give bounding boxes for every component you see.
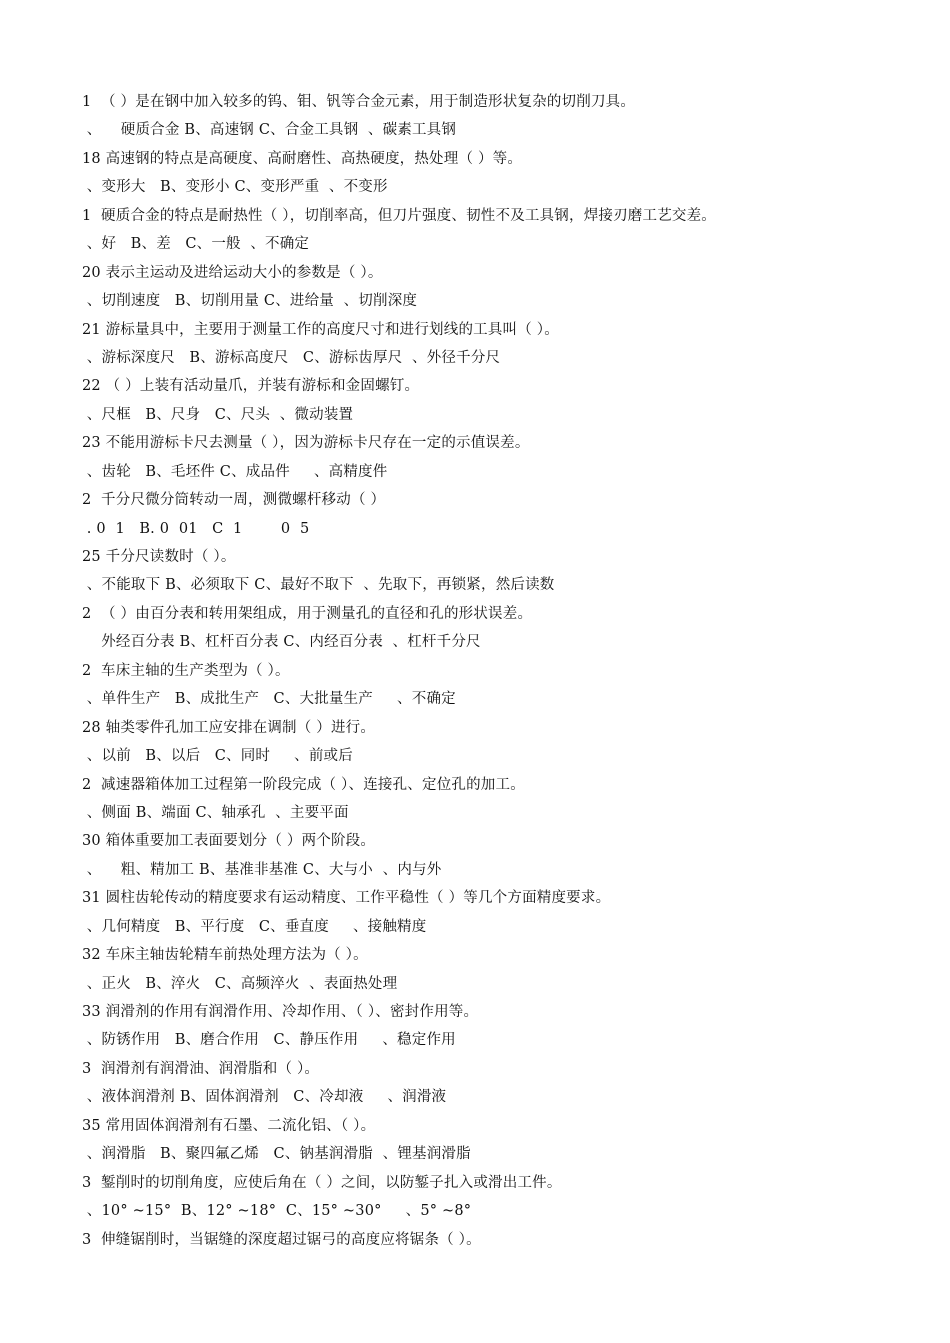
question-22-options: 、尺框 B、尺身 C、尺头 、微动装置 <box>82 406 354 423</box>
question-1-options: 、 硬质合金 B、高速钢 C、合金工具钢 、碳素工具钢 <box>82 122 457 139</box>
question-22-stem: 22 （ ）上装有活动量爪，并装有游标和金固螺钉。 <box>82 378 420 395</box>
question-29-options: 、侧面 B、端面 C、轴承孔 、主要平面 <box>82 804 349 821</box>
question-23-options: 、齿轮 B、毛坯件 C、成品件 、高精度件 <box>82 463 388 480</box>
question-32-options: 、正火 B、淬火 C、高频淬火 、表面热处理 <box>82 975 398 992</box>
question-31-stem: 31 圆柱齿轮传动的精度要求有运动精度、工作平稳性（ ）等几个方面精度要求。 <box>82 890 611 907</box>
question-32-stem: 32 车床主轴齿轮精车前热处理方法为（ ）。 <box>82 947 368 964</box>
question-18-stem: 18 高速钢的特点是高硬度、高耐磨性、高热硬度，热处理（ ）等。 <box>82 150 523 167</box>
question-33-options: 、防锈作用 B、磨合作用 C、静压作用 、稳定作用 <box>82 1032 456 1049</box>
question-24-options: . 0 1 B. 0 01 C 1 0 5 <box>82 520 310 537</box>
question-30-options: 、 粗、精加工 B、基准非基准 C、大与小 、内与外 <box>82 861 442 878</box>
question-18-options: 、变形大 B、变形小 C、变形严重 、不变形 <box>82 179 388 196</box>
question-20-stem: 20 表示主运动及进给运动大小的参数是（ ）。 <box>82 264 383 281</box>
question-34-options: 、液体润滑剂 B、固体润滑剂 C、冷却液 、润滑液 <box>82 1089 447 1106</box>
question-33-stem: 33 润滑剂的作用有润滑作用、冷却作用、（ ）、密封作用等。 <box>82 1004 479 1020</box>
question-26-stem: 2 （ ）由百分表和转用架组成，用于测量孔的直径和孔的形状误差。 <box>82 605 533 622</box>
question-26-options: 外经百分表 B、杠杆百分表 C、内经百分表 、杠杆千分尺 <box>82 634 481 651</box>
question-list <box>82 88 902 1254</box>
question-19-stem: 1 硬质合金的特点是耐热性（ ），切削率高，但刀片强度、韧性不及工具钢，焊接刃磨工艺交差。 <box>82 207 716 224</box>
question-35-options: 、润滑脂 B、聚四氟乙烯 C、钠基润滑脂 、锂基润滑脂 <box>82 1146 471 1163</box>
question-21-options: 、游标深度尺 B、游标高度尺 C、游标齿厚尺 、外径千分尺 <box>82 349 501 366</box>
question-25-options: 、不能取下 B、必须取下 C、最好不取下 、先取下，再锁紧，然后读数 <box>82 577 555 594</box>
question-20-options: 、切削速度 B、切削用量 C、进给量 、切削深度 <box>82 293 418 310</box>
question-34-stem: 3 润滑剂有润滑油、润滑脂和（ ）。 <box>82 1060 320 1077</box>
question-24-stem: 2 千分尺微分筒转动一周，测微螺杆移动（ ） <box>82 492 386 509</box>
question-1-stem: 1 （ ）是在钢中加入较多的钨、钼、钒等合金元素，用于制造形状复杂的切削刀具。 <box>82 94 636 110</box>
question-23-stem: 23 不能用游标卡尺去测量（ ），因为游标卡尺存在一定的示值误差。 <box>82 435 530 452</box>
question-36-stem: 3 錾削时的切削角度，应使后角在（ ）之间，以防錾子扎入或滑出工件。 <box>82 1174 562 1191</box>
question-35-stem: 35 常用固体润滑剂有石墨、二流化铝、（ ）。 <box>82 1117 376 1134</box>
question-25-stem: 25 千分尺读数时（ ）。 <box>82 549 236 565</box>
question-37-stem: 3 伸缝锯削时，当锯缝的深度超过锯弓的高度应将锯条（ ）。 <box>82 1231 481 1248</box>
question-28-options: 、以前 B、以后 C、同时 、前或后 <box>82 748 353 765</box>
question-28-stem: 28 轴类零件孔加工应安排在调制（ ）进行。 <box>82 719 376 736</box>
question-27-options: 、单件生产 B、成批生产 C、大批量生产 、不确定 <box>82 691 456 708</box>
question-27-stem: 2 车床主轴的生产类型为（ ）。 <box>82 662 290 679</box>
question-19-options: 、好 B、差 C、一般 、不确定 <box>82 236 310 253</box>
question-31-options: 、几何精度 B、平行度 C、垂直度 、接触精度 <box>82 918 427 935</box>
question-29-stem: 2 减速器箱体加工过程第一阶段完成（ ）、连接孔、定位孔的加工。 <box>82 776 525 793</box>
question-21-stem: 21 游标量具中，主要用于测量工作的高度尺寸和进行划线的工具叫（ ）。 <box>82 321 559 338</box>
question-30-stem: 30 箱体重要加工表面要划分（ ）两个阶段。 <box>82 833 376 850</box>
question-36-options: 、10° ~15° B、12° ~18° C、15° ~30° 、5° ~8° <box>82 1203 472 1220</box>
